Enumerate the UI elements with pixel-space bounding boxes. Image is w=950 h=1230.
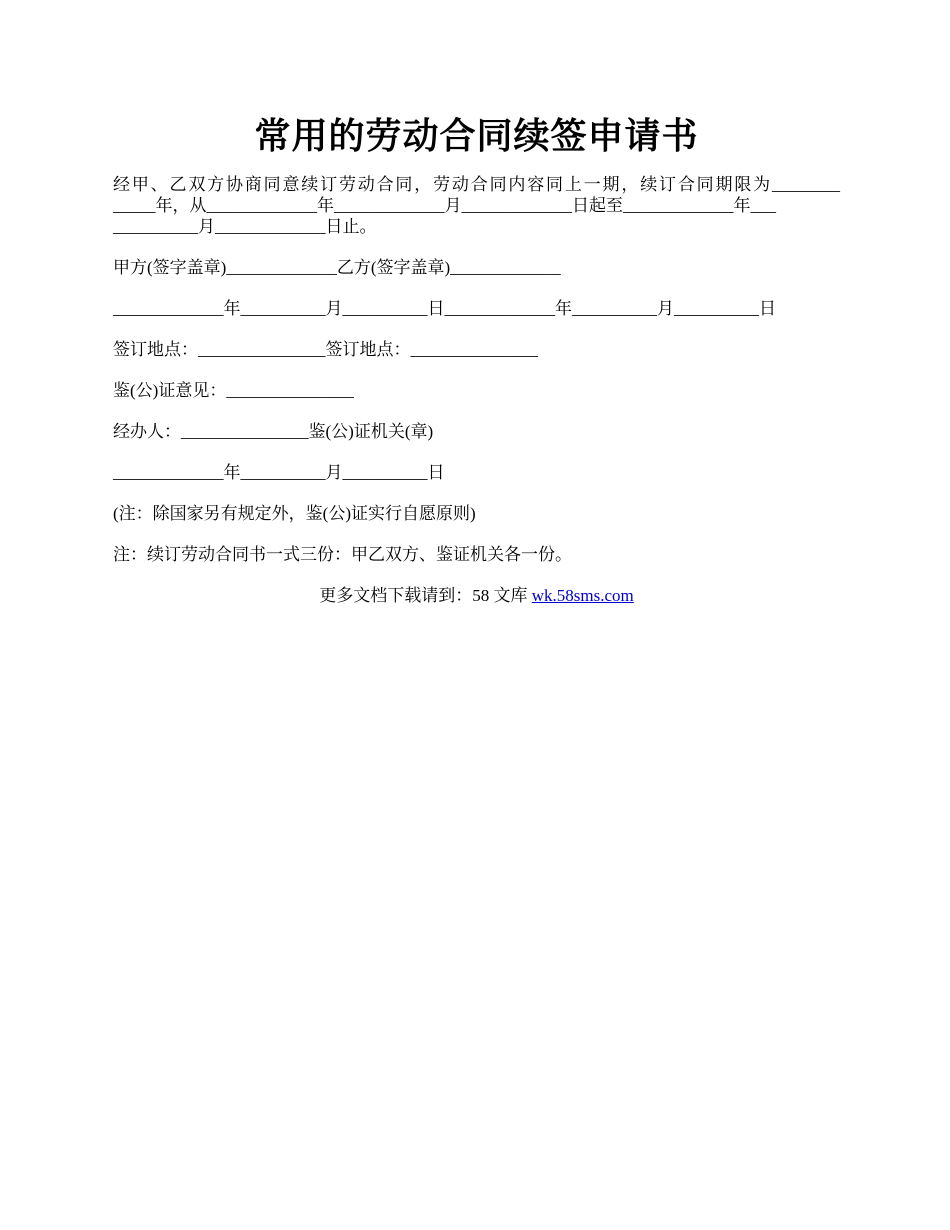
intro-line-2: _____年，从_____________年_____________月_____________日起至_____________年___: [113, 196, 776, 215]
note-voluntary: (注：除国家另有规定外，鉴(公)证实行自愿原则): [113, 504, 476, 523]
footer-text: 更多文档下载请到：58 文库: [319, 586, 532, 605]
signing-place-line: 签订地点：_______________签订地点：_______________: [113, 340, 538, 359]
intro-line-1: 经甲、乙双方协商同意续订劳动合同，劳动合同内容同上一期，续订合同期限为________: [113, 175, 840, 194]
notary-opinion-line: 鉴(公)证意见：_______________: [113, 381, 354, 400]
document-page: [113, 110, 840, 606]
intro-line-3: __________月_____________日止。: [113, 217, 377, 236]
page-title: 常用的劳动合同续签申请书: [254, 116, 699, 156]
date-line-single: _____________年__________月__________日: [113, 463, 445, 482]
footer: [113, 585, 840, 606]
footer-link[interactable]: wk.58sms.com: [531, 586, 634, 605]
intro-paragraph: [113, 174, 840, 237]
handler-line: 经办人：_______________鉴(公)证机关(章): [113, 422, 434, 441]
note-copies: 注：续订劳动合同书一式三份：甲乙双方、鉴证机关各一份。: [113, 545, 572, 564]
date-line-both-parties: _____________年__________月__________日_____________年__________月__________日: [113, 299, 776, 318]
party-signature-line: 甲方(签字盖章)_____________乙方(签字盖章)_____________: [113, 258, 561, 277]
